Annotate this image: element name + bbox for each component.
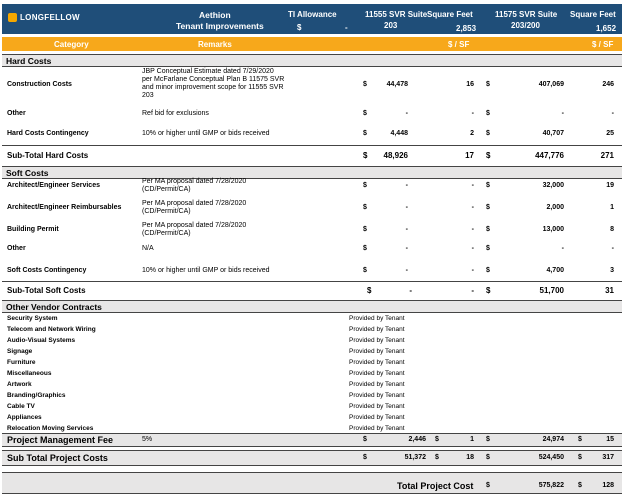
category-header: Category <box>54 40 89 49</box>
project-subtitle: Tenant Improvements <box>176 21 264 31</box>
suite1-amount: - <box>405 226 408 233</box>
row-label: Soft Costs Contingency <box>7 267 87 274</box>
list-item <box>2 336 622 347</box>
project-title: Aethion <box>199 10 231 20</box>
row-label: Appliances <box>7 414 42 421</box>
list-item <box>2 314 622 325</box>
dollar-sign: $ <box>486 436 490 443</box>
row-remark: 10% or higher until GMP or bids received <box>142 267 270 274</box>
row-label: Architect/Engineer Reimbursables <box>7 204 122 211</box>
dollar-sign: $ <box>578 454 582 461</box>
table-row <box>2 66 622 104</box>
report-header <box>2 4 622 34</box>
row-label: Architect/Engineer Services <box>7 182 100 189</box>
vendor-section-title: Other Vendor Contracts <box>2 300 622 313</box>
suite1-per-sf: - <box>471 286 474 295</box>
sf2-label: Square Feet <box>570 10 616 19</box>
row-label: Artwork <box>7 381 32 388</box>
row-note: Provided by Tenant <box>349 359 405 366</box>
row-note: Provided by Tenant <box>349 315 405 322</box>
row-label: Total Project Cost <box>397 481 474 491</box>
row-label: Construction Costs <box>7 81 72 88</box>
row-remark: Per MA proposal dated 7/28/2020 <box>142 222 247 229</box>
dollar-sign: $ <box>363 130 367 137</box>
row-label: Sub-Total Soft Costs <box>7 286 86 295</box>
list-item <box>2 369 622 380</box>
row-remark: 10% or higher until GMP or bids received <box>142 130 270 137</box>
per-sf-header-1: $ / SF <box>448 40 470 49</box>
row-note: Provided by Tenant <box>349 414 405 421</box>
list-item <box>2 325 622 336</box>
dollar-sign: $ <box>486 151 491 160</box>
row-label: Telecom and Network Wiring <box>7 326 96 333</box>
logo-icon <box>8 13 17 22</box>
row-label: Hard Costs Contingency <box>7 130 89 137</box>
suite2-per-sf: 246 <box>602 81 614 88</box>
total-project-row <box>2 472 622 494</box>
dollar-sign: $ <box>486 204 490 211</box>
sf2-value: 1,652 <box>596 24 617 33</box>
dollar-sign: $ <box>486 110 490 117</box>
fee-percent: 5% <box>142 436 153 443</box>
hard-costs-section-title: Hard Costs <box>2 54 622 67</box>
per-sf-header-2: $ / SF <box>592 40 614 49</box>
suite2-per-sf: 15 <box>606 436 614 443</box>
divider <box>2 281 622 282</box>
table-row <box>2 108 622 120</box>
soft-costs-section-title: Soft Costs <box>2 166 622 179</box>
dollar-sign: $ <box>363 110 367 117</box>
divider <box>2 145 622 146</box>
dollar-sign: $ <box>435 436 439 443</box>
row-remark: (CD/Permit/CA) <box>142 230 191 237</box>
dollar-sign: $ <box>367 286 372 295</box>
total-amount: 575,822 <box>538 482 564 489</box>
row-label: Sub Total Project Costs <box>7 453 108 463</box>
dollar-sign: $ <box>486 182 490 189</box>
suite2-per-sf: 317 <box>602 454 614 461</box>
total-per-sf: 128 <box>602 482 614 489</box>
suite2-amount: 447,776 <box>535 151 564 160</box>
dollar-sign: $ <box>486 267 490 274</box>
row-remark: N/A <box>142 245 154 252</box>
suite2-per-sf: - <box>611 110 614 117</box>
row-label: Relocation Moving Services <box>7 425 94 432</box>
dollar-sign: $ <box>363 182 367 189</box>
suite1-per-sf: - <box>471 226 474 233</box>
ti-dollar: $ <box>297 23 302 32</box>
suite1-amount: - <box>409 286 412 295</box>
suite2-amount: 51,700 <box>539 286 564 295</box>
row-label: Building Permit <box>7 226 59 233</box>
suite1-label: 11555 SVR Suite <box>365 10 428 19</box>
suite1-amount: - <box>405 204 408 211</box>
suite2-label: 11575 SVR Suite <box>495 10 558 19</box>
suite1-per-sf: - <box>471 245 474 252</box>
row-note: Provided by Tenant <box>349 425 405 432</box>
dollar-sign: $ <box>363 204 367 211</box>
suite1-number: 203 <box>384 21 398 30</box>
remarks-header: Remarks <box>198 40 232 49</box>
row-label: Signage <box>7 348 33 355</box>
suite1-per-sf: - <box>471 267 474 274</box>
table-row <box>2 222 622 240</box>
suite2-amount: - <box>561 110 564 117</box>
suite2-per-sf: - <box>611 245 614 252</box>
row-note: Provided by Tenant <box>349 403 405 410</box>
dollar-sign: $ <box>486 130 490 137</box>
suite2-amount: 13,000 <box>542 226 564 233</box>
dollar-sign: $ <box>578 436 582 443</box>
dollar-sign: $ <box>486 81 490 88</box>
suite2-per-sf: 3 <box>610 267 614 274</box>
dollar-sign: $ <box>486 454 490 461</box>
dollar-sign: $ <box>578 482 582 489</box>
suite2-per-sf: 19 <box>606 182 614 189</box>
dollar-sign: $ <box>363 226 367 233</box>
dollar-sign: $ <box>363 436 367 443</box>
suite1-per-sf: - <box>471 110 474 117</box>
suite2-amount: 2,000 <box>546 204 564 211</box>
row-label: Other <box>7 110 26 117</box>
row-label: Project Management Fee <box>7 435 114 445</box>
column-header-bar <box>2 37 622 51</box>
row-label: Branding/Graphics <box>7 392 66 399</box>
row-label: Audio-Visual Systems <box>7 337 76 344</box>
row-remark: and minor improvement scope for 11555 SVR <box>142 84 284 91</box>
row-label: Sub-Total Hard Costs <box>7 151 89 160</box>
ti-value: - <box>345 23 348 32</box>
dollar-sign: $ <box>486 226 490 233</box>
row-note: Provided by Tenant <box>349 370 405 377</box>
row-note: Provided by Tenant <box>349 337 405 344</box>
sub-total-project-row <box>2 450 622 466</box>
suite1-per-sf: 2 <box>470 130 474 137</box>
dollar-sign: $ <box>435 454 439 461</box>
row-note: Provided by Tenant <box>349 348 405 355</box>
suite1-amount: - <box>405 267 408 274</box>
table-row <box>2 178 622 196</box>
suite2-amount: 4,700 <box>546 267 564 274</box>
row-label: Miscellaneous <box>7 370 52 377</box>
row-remark: Ref bid for exclusions <box>142 110 209 117</box>
table-row <box>2 200 622 218</box>
row-remark: 203 <box>142 92 154 99</box>
dollar-sign: $ <box>486 245 490 252</box>
row-remark: Per MA proposal dated 7/28/2020 <box>142 200 247 207</box>
row-note: Provided by Tenant <box>349 392 405 399</box>
dollar-sign: $ <box>363 267 367 274</box>
suite2-amount: 32,000 <box>542 182 564 189</box>
list-item <box>2 402 622 413</box>
list-item <box>2 347 622 358</box>
table-row <box>2 128 622 140</box>
dollar-sign: $ <box>363 151 368 160</box>
suite2-per-sf: 271 <box>600 151 614 160</box>
suite2-amount: 524,450 <box>538 454 564 461</box>
dollar-sign: $ <box>363 454 367 461</box>
suite1-amount: - <box>405 182 408 189</box>
suite1-amount: 51,372 <box>404 454 426 461</box>
sf1-value: 2,853 <box>456 24 477 33</box>
suite1-amount: 4,448 <box>390 130 408 137</box>
list-item <box>2 391 622 402</box>
row-label: Cable TV <box>7 403 35 410</box>
suite1-per-sf: 16 <box>466 81 474 88</box>
soft-costs-subtotal-row <box>2 284 622 298</box>
dollar-sign: $ <box>363 81 367 88</box>
hard-costs-subtotal-row <box>2 149 622 163</box>
dollar-sign: $ <box>363 245 367 252</box>
suite2-per-sf: 31 <box>605 286 614 295</box>
suite2-per-sf: 25 <box>606 130 614 137</box>
row-label: Other <box>7 245 26 252</box>
dollar-sign: $ <box>486 286 491 295</box>
suite2-per-sf: 1 <box>610 204 614 211</box>
longfellow-logo <box>8 13 80 22</box>
suite1-amount: 44,478 <box>386 81 408 88</box>
dollar-sign: $ <box>486 482 490 489</box>
suite1-amount: - <box>405 110 408 117</box>
suite1-amount: 2,446 <box>408 436 426 443</box>
suite1-per-sf: - <box>471 182 474 189</box>
row-label: Furniture <box>7 359 36 366</box>
list-item <box>2 358 622 369</box>
suite1-per-sf: 17 <box>465 151 474 160</box>
suite1-per-sf: 18 <box>466 454 474 461</box>
suite1-amount: 48,926 <box>383 151 408 160</box>
row-note: Provided by Tenant <box>349 326 405 333</box>
row-remark: (CD/Permit/CA) <box>142 186 191 193</box>
row-remark: Per MA proposal dated 7/28/2020 <box>142 178 247 185</box>
table-row <box>2 265 622 277</box>
suite2-amount: 24,974 <box>542 436 564 443</box>
row-note: Provided by Tenant <box>349 381 405 388</box>
suite2-per-sf: 8 <box>610 226 614 233</box>
row-remark: per McFarlane Conceptual Plan B 11575 SVR <box>142 76 285 83</box>
row-label: Security System <box>7 315 58 322</box>
suite1-per-sf: 1 <box>470 436 474 443</box>
suite1-per-sf: - <box>471 204 474 211</box>
row-remark: (CD/Permit/CA) <box>142 208 191 215</box>
suite2-amount: 40,707 <box>542 130 564 137</box>
pm-fee-row <box>2 433 622 447</box>
list-item <box>2 380 622 391</box>
row-remark: JBP Conceptual Estimate dated 7/29/2020 <box>142 68 274 75</box>
suite2-amount: - <box>561 245 564 252</box>
suite2-number: 203/200 <box>511 21 540 30</box>
list-item <box>2 413 622 424</box>
sf1-label: Square Feet <box>427 10 473 19</box>
suite2-amount: 407,069 <box>538 81 564 88</box>
table-row <box>2 243 622 255</box>
suite1-amount: - <box>405 245 408 252</box>
logo-text: LONGFELLOW <box>20 13 80 22</box>
ti-allowance-label: TI Allowance <box>288 10 337 19</box>
